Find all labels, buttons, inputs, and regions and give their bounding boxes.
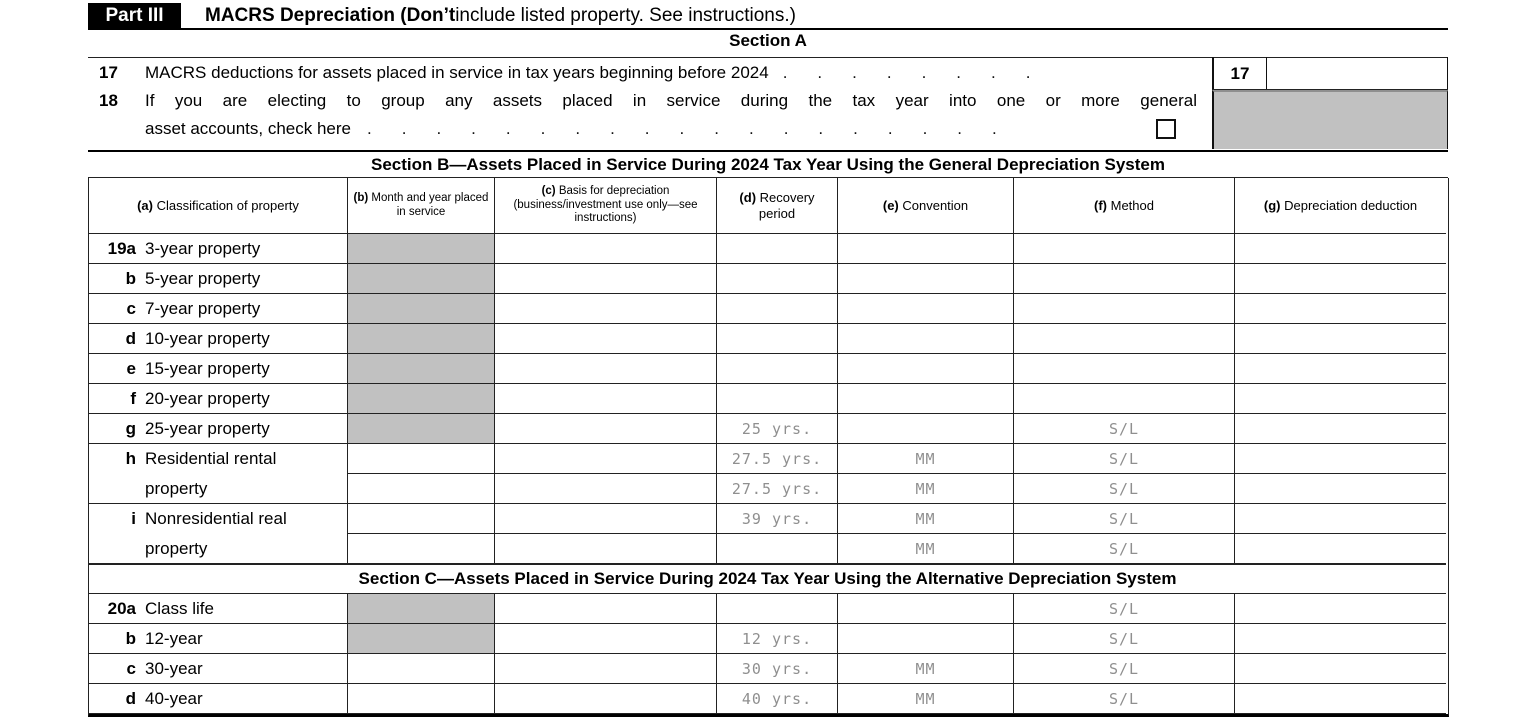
preprinted-value: 39 yrs. — [741, 509, 813, 528]
row-label — [89, 234, 348, 264]
depreciation-deduction-cell[interactable] — [1235, 504, 1446, 534]
line18-row2 — [145, 119, 1145, 139]
preprinted-value: MM — [915, 449, 936, 468]
method-cell — [1014, 474, 1235, 504]
preprinted-value: 27.5 yrs. — [731, 479, 823, 498]
preprinted-value: MM — [915, 689, 936, 708]
recovery-period-cell — [717, 504, 838, 534]
depreciation-deduction-cell[interactable] — [1235, 534, 1446, 564]
depreciation-deduction-cell[interactable] — [1235, 384, 1446, 414]
row-label-text: Residential rental — [145, 449, 277, 468]
row-label — [89, 414, 348, 444]
preprinted-value: S/L — [1108, 539, 1140, 558]
recovery-period-cell — [717, 444, 838, 474]
method-cell — [1014, 654, 1235, 684]
row-label — [89, 684, 348, 714]
column-header-c — [495, 178, 717, 234]
section-b-title: Section B—Assets Placed in Service During 2024 Tax Year Using the General Depreciation System — [88, 150, 1448, 178]
recovery-period-cell — [717, 654, 838, 684]
row-label — [89, 264, 348, 294]
section-a-heading: Section A — [729, 31, 807, 50]
preprinted-value: 30 yrs. — [741, 659, 813, 678]
row-number: b — [125, 628, 136, 648]
method-cell[interactable] — [1014, 324, 1235, 354]
row-label — [89, 594, 348, 624]
row-label — [89, 654, 348, 684]
method-cell — [1014, 594, 1235, 624]
recovery-period-cell[interactable] — [717, 354, 838, 384]
preprinted-value: S/L — [1108, 419, 1140, 438]
basis-cell[interactable] — [495, 384, 717, 414]
depreciation-deduction-cell[interactable] — [1235, 444, 1446, 474]
basis-cell[interactable] — [495, 414, 717, 444]
line18-checkbox[interactable] — [1156, 119, 1176, 139]
basis-cell[interactable] — [495, 354, 717, 384]
recovery-period-cell[interactable] — [717, 534, 838, 564]
row-label — [89, 504, 348, 534]
recovery-period-cell — [717, 684, 838, 714]
convention-cell[interactable] — [838, 264, 1014, 294]
section-c-title: Section C—Assets Placed in Service During 2024 Tax Year Using the Alternative Depreciation System — [89, 564, 1446, 594]
row-label — [89, 534, 348, 564]
column-header-f — [1014, 178, 1235, 234]
convention-cell[interactable] — [838, 324, 1014, 354]
part-iii-title-rest: include listed property. See instructions.) — [455, 4, 796, 26]
method-cell — [1014, 684, 1235, 714]
depreciation-deduction-cell[interactable] — [1235, 684, 1446, 714]
basis-cell[interactable] — [495, 234, 717, 264]
convention-cell — [838, 534, 1014, 564]
part-iii-title-bold: MACRS Depreciation (Don’t — [205, 4, 456, 26]
recovery-period-cell[interactable] — [717, 294, 838, 324]
row-label — [89, 354, 348, 384]
recovery-period-cell — [717, 414, 838, 444]
preprinted-value: S/L — [1108, 629, 1140, 648]
depreciation-deduction-cell[interactable] — [1235, 324, 1446, 354]
row-label-text: property — [145, 478, 208, 498]
convention-cell[interactable] — [838, 384, 1014, 414]
column-header-text: (c) Basis for depreciation (business/investment use only—see instructions) — [513, 185, 698, 225]
row-label-text: Class life — [145, 598, 214, 618]
preprinted-value: S/L — [1108, 599, 1140, 618]
method-cell[interactable] — [1014, 384, 1235, 414]
depreciation-deduction-cell[interactable] — [1235, 234, 1446, 264]
row-label-text: 5-year property — [145, 268, 261, 288]
preprinted-value: MM — [915, 659, 936, 678]
line17-amount-cell[interactable] — [1267, 57, 1448, 90]
recovery-period-cell — [717, 474, 838, 504]
depreciation-deduction-cell[interactable] — [1235, 354, 1446, 384]
preprinted-value: 40 yrs. — [741, 689, 813, 708]
row-label — [89, 324, 348, 354]
column-header-a — [89, 178, 348, 234]
depreciation-deduction-cell[interactable] — [1235, 294, 1446, 324]
row-number: c — [126, 658, 136, 678]
method-cell — [1014, 504, 1235, 534]
depreciation-deduction-cell[interactable] — [1235, 264, 1446, 294]
column-header-b — [348, 178, 495, 234]
row-label — [89, 384, 348, 414]
month-year-cell[interactable] — [348, 474, 495, 504]
recovery-period-cell[interactable] — [717, 594, 838, 624]
row-label — [89, 444, 348, 474]
convention-cell[interactable] — [838, 234, 1014, 264]
row-label-text: 20-year property — [145, 388, 270, 408]
convention-cell[interactable] — [838, 624, 1014, 654]
convention-cell[interactable] — [838, 294, 1014, 324]
preprinted-value: MM — [915, 539, 936, 558]
dot-leader: ........ — [782, 63, 1061, 82]
convention-cell — [838, 654, 1014, 684]
method-cell — [1014, 624, 1235, 654]
row-number: 19a — [107, 238, 136, 258]
preprinted-value: S/L — [1108, 509, 1140, 528]
row-number: d — [125, 688, 136, 708]
convention-cell — [838, 444, 1014, 474]
recovery-period-cell[interactable] — [717, 324, 838, 354]
row-number: d — [125, 328, 136, 348]
preprinted-value: 27.5 yrs. — [731, 449, 823, 468]
row-label-text: 25-year property — [145, 418, 270, 438]
line17-box-label-text: 17 — [1230, 63, 1250, 83]
convention-cell[interactable] — [838, 594, 1014, 624]
row-number: c — [126, 298, 136, 318]
row-label-text: 7-year property — [145, 298, 261, 318]
column-header-text: (e) Convention — [882, 197, 969, 213]
preprinted-value: 25 yrs. — [741, 419, 813, 438]
convention-cell[interactable] — [838, 354, 1014, 384]
row-number: e — [126, 358, 136, 378]
method-cell — [1014, 414, 1235, 444]
method-cell[interactable] — [1014, 354, 1235, 384]
row-label-text: 40-year — [145, 688, 203, 708]
preprinted-value: MM — [915, 509, 936, 528]
month-year-cell[interactable] — [348, 684, 495, 714]
basis-cell[interactable] — [495, 264, 717, 294]
convention-cell — [838, 684, 1014, 714]
basis-cell[interactable] — [495, 594, 717, 624]
row-label-text: 15-year property — [145, 358, 270, 378]
month-year-cell — [348, 384, 495, 414]
convention-cell[interactable] — [838, 414, 1014, 444]
row-label — [89, 294, 348, 324]
preprinted-value: S/L — [1108, 479, 1140, 498]
preprinted-value: 12 yrs. — [741, 629, 813, 648]
column-header-d — [717, 178, 838, 234]
row-number: b — [125, 268, 136, 288]
month-year-cell — [348, 294, 495, 324]
part-iii-title — [205, 3, 796, 28]
column-header-e — [838, 178, 1014, 234]
month-year-cell[interactable] — [348, 504, 495, 534]
row-number: h — [125, 449, 136, 468]
part-iii-label: Part III — [105, 4, 164, 26]
column-header-text: (f) Method — [1094, 197, 1154, 213]
recovery-period-cell[interactable] — [717, 264, 838, 294]
preprinted-value: S/L — [1108, 689, 1140, 708]
depreciation-deduction-cell[interactable] — [1235, 594, 1446, 624]
method-cell[interactable] — [1014, 264, 1235, 294]
month-year-cell — [348, 624, 495, 654]
basis-cell[interactable] — [495, 324, 717, 354]
column-header-text: (d) Recovery period — [739, 189, 815, 221]
row-label-text: 30-year — [145, 658, 203, 678]
month-year-cell — [348, 414, 495, 444]
month-year-cell — [348, 234, 495, 264]
line17-row — [145, 63, 1200, 83]
basis-cell[interactable] — [495, 534, 717, 564]
month-year-cell — [348, 594, 495, 624]
month-year-cell — [348, 354, 495, 384]
line18-text-line1: If you are electing to group any assets placed in service during the tax year into one or more general — [145, 91, 1197, 110]
row-label-text: Nonresidential real — [145, 509, 287, 528]
row-label — [89, 474, 348, 504]
row-number: 20a — [107, 598, 136, 618]
month-year-cell[interactable] — [348, 534, 495, 564]
row-label-text: 10-year property — [145, 328, 270, 348]
line18-shaded-block — [1212, 90, 1448, 149]
basis-cell[interactable] — [495, 624, 717, 654]
depreciation-deduction-cell[interactable] — [1235, 414, 1446, 444]
depreciation-table — [88, 178, 1449, 717]
row-number: f — [130, 388, 136, 408]
basis-cell[interactable] — [495, 294, 717, 324]
basis-cell[interactable] — [495, 684, 717, 714]
line18-text-line2: asset accounts, check here — [145, 119, 352, 138]
divider — [88, 28, 1448, 30]
recovery-period-cell — [717, 624, 838, 654]
method-cell — [1014, 534, 1235, 564]
method-cell[interactable] — [1014, 294, 1235, 324]
depreciation-deduction-cell[interactable] — [1235, 654, 1446, 684]
month-year-cell[interactable] — [348, 654, 495, 684]
row-number: i — [131, 509, 136, 528]
line17-text: MACRS deductions for assets placed in service in tax years beginning before 2024 — [145, 63, 769, 82]
method-cell[interactable] — [1014, 234, 1235, 264]
column-header-text: (a) Classification of property — [137, 197, 299, 213]
preprinted-value: MM — [915, 479, 936, 498]
dot-leader: ................... — [367, 119, 1027, 138]
basis-cell[interactable] — [495, 504, 717, 534]
recovery-period-cell[interactable] — [717, 234, 838, 264]
month-year-cell — [348, 324, 495, 354]
convention-cell — [838, 474, 1014, 504]
row-label-text: property — [145, 538, 208, 558]
method-cell — [1014, 444, 1235, 474]
row-label-text: 12-year — [145, 628, 203, 648]
basis-cell[interactable] — [495, 444, 717, 474]
part-iii-badge — [88, 3, 181, 28]
column-header-text: (g) Depreciation deduction — [1263, 197, 1418, 213]
recovery-period-cell[interactable] — [717, 384, 838, 414]
month-year-cell — [348, 264, 495, 294]
line17-number: 17 — [99, 63, 118, 82]
basis-cell[interactable] — [495, 474, 717, 504]
preprinted-value: S/L — [1108, 449, 1140, 468]
month-year-cell[interactable] — [348, 444, 495, 474]
line17-box-label — [1212, 57, 1267, 90]
column-header-g — [1235, 178, 1446, 234]
row-label-text: 3-year property — [145, 238, 261, 258]
convention-cell — [838, 504, 1014, 534]
row-number: g — [125, 418, 136, 438]
line18-number: 18 — [99, 91, 118, 110]
basis-cell[interactable] — [495, 654, 717, 684]
row-label — [89, 624, 348, 654]
depreciation-deduction-cell[interactable] — [1235, 624, 1446, 654]
depreciation-deduction-cell[interactable] — [1235, 474, 1446, 504]
preprinted-value: S/L — [1108, 659, 1140, 678]
column-header-text: (b) Month and year placed in service — [353, 191, 489, 218]
